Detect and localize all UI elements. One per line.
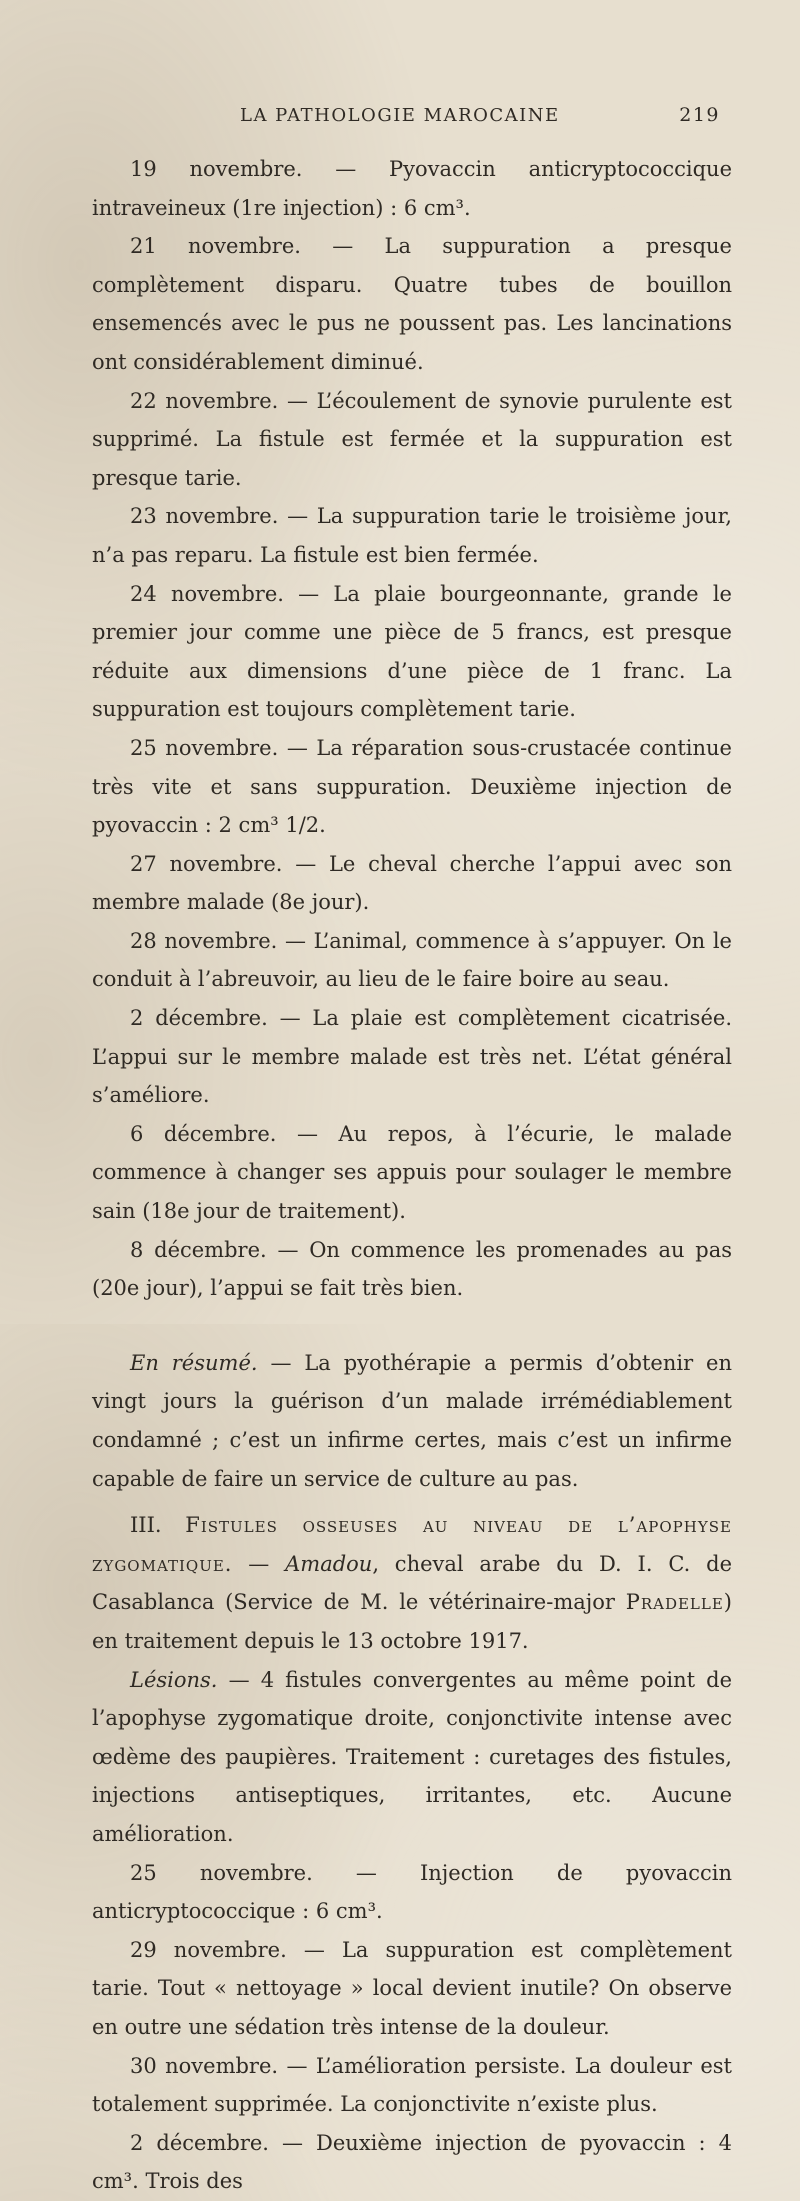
- paragraph: 21 novembre. — La suppuration a presque complètement disparu. Quatre tubes de bouillon ensemencés avec le pus ne poussent pas. Les lancinations ont considérablement diminué.: [92, 234, 732, 374]
- paragraph: 8 décembre. — On commence les promenades au pas (20e jour), l’appui se fait très bien.: [92, 1237, 732, 1301]
- intro-end: ) en traitement depuis le 13 octobre 1917.: [92, 1590, 732, 1653]
- paragraph: 25 novembre. — Injection de pyovaccin anticryptococcique : 6 cm³.: [92, 1860, 732, 1924]
- paragraph: 25 novembre. — La réparation sous-crustacée continue très vite et sans suppuration. Deuxième injection de pyovaccin : 2 cm³ 1/2.: [92, 735, 732, 838]
- running-title: LA PATHOLOGIE MAROCAINE: [240, 105, 560, 126]
- lesions-text: — 4 fistules convergentes au même point de l’apophyse zygomatique droite, conjonctivite intense avec œdème des paupières. Traitement : curetages des fistules, injections antiseptiques, irritantes, etc. Aucune amélioration.: [92, 1667, 732, 1846]
- paragraph: 28 novembre. — L’animal, commence à s’appuyer. On le conduit à l’abreuvoir, au lieu de le faire boire au seau.: [92, 928, 732, 992]
- paragraph: 23 novembre. — La suppuration tarie le troisième jour, n’a pas reparu. La fistule est bien fermée.: [92, 504, 732, 567]
- summary-text: — La pyothérapie a permis d’obtenir en vingt jours la guérison d’un malade irrémédiablement condamné ; c’est un infirme certes, mais c’est un infirme capable de faire un service de culture au pas.: [92, 1350, 732, 1491]
- paragraph: 22 novembre. — L’écoulement de synovie purulente est supprimé. La fistule est fermée et la suppuration est presque tarie.: [92, 388, 732, 490]
- section-dash: —: [232, 1551, 286, 1576]
- intro-rest: , cheval arabe du D. I. C. de Casablanca (Service de M. le vétérinaire-major: [92, 1551, 732, 1615]
- paragraph: 30 novembre. — L’amélioration persiste. La douleur est totalement supprimée. La conjonctivite n’existe plus.: [92, 2053, 732, 2117]
- paragraph: 2 décembre. — La plaie est complètement cicatrisée. L’appui sur le membre malade est très net. L’état général s’améliore.: [92, 1006, 732, 1108]
- patient-name: Amadou: [285, 1551, 373, 1576]
- section-numeral: III.: [130, 1513, 186, 1538]
- body-text: [92, 150, 732, 2201]
- vet-name: Pradelle: [625, 1590, 724, 1615]
- running-header: [240, 104, 720, 126]
- summary-paragraph: [92, 1344, 732, 1498]
- lesions-lead: Lésions.: [130, 1667, 218, 1692]
- paragraph: 29 novembre. — La suppuration est complètement tarie. Tout « nettoyage » local devient inutile? On observe en outre une sédation très intense de la douleur.: [92, 1937, 732, 2039]
- paragraph: 27 novembre. — Le cheval cherche l’appui avec son membre malade (8e jour).: [92, 851, 732, 915]
- paragraph: 24 novembre. — La plaie bourgeonnante, grande le premier jour comme une pièce de 5 francs, est presque réduite aux dimensions d’une pièce de 1 franc. La suppuration est toujours complètement tarie.: [92, 581, 732, 722]
- paragraph: 2 décembre. — Deuxième injection de pyovaccin : 4 cm³. Trois des: [92, 2130, 732, 2194]
- section-heading-paragraph: [92, 1506, 732, 1660]
- paragraph: 19 novembre. — Pyovaccin anticryptococcique intraveineux (1re injection) : 6 cm³.: [92, 157, 732, 220]
- page-number: 219: [679, 104, 720, 126]
- paragraph: 6 décembre. — Au repos, à l’écurie, le malade commence à changer ses appuis pour soulager le membre sain (18e jour de traitement).: [92, 1121, 732, 1224]
- summary-lead: En résumé.: [130, 1350, 258, 1375]
- section-heading: Fistules osseuses au niveau de l’apophyse zygomatique.: [92, 1513, 732, 1576]
- lesions-paragraph: [92, 1661, 732, 1854]
